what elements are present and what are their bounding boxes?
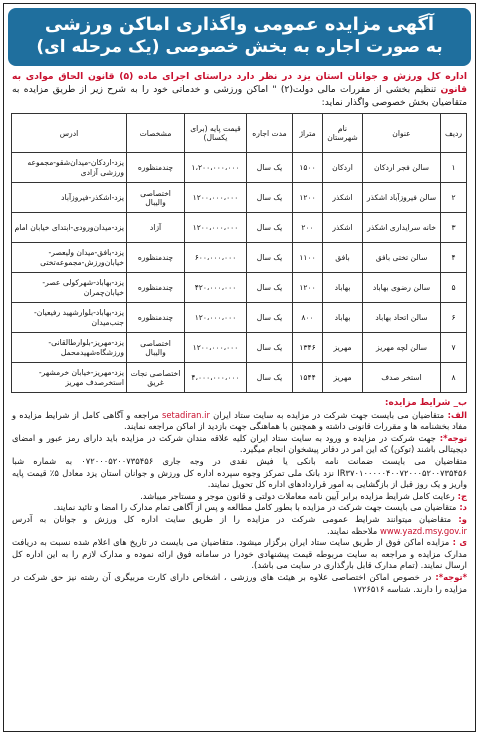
cell-lease-term: یک سال (247, 243, 293, 273)
cell-row-number: ۶ (441, 303, 467, 333)
condition-d (12, 502, 467, 514)
condition-h-text: متقاضیان میتوانند شرایط عمومی شرکت در مزایده را از طریق سایت اداره کل ورزش و جوانان به آدرس (12, 513, 452, 524)
condition-h-rest: ملاحظه نمایند. (326, 525, 380, 536)
cell-area: ۱۵۰۰ (293, 153, 323, 183)
cell-title: سالن رضوی بهاباد (363, 273, 441, 303)
note-1-text: جهت شرکت در مزایده و ورود به سایت ستاد ایران کلیه علاقه مندان شرکت در مزایده باید دارای رمز عبور و امضای دیجیتالی باشند (توکن) که این امر در دفاتر پیشخوان انجام میگیرد. (12, 432, 467, 455)
cell-area: ۱۳۴۶ (293, 333, 323, 363)
cell-specs: اختصاصی والیبال (127, 333, 185, 363)
intro-highlight: اداره کل ورزش و جوانان استان یزد در نظر دارد دراستای اجرای ماده (۵) قانون الحاق موادی به قانون (12, 71, 468, 95)
title-line-2: به صورت اجاره به بخش خصوصی (یک مرحله ای) (36, 37, 443, 57)
cell-row-number: ۸ (441, 363, 467, 393)
cell-specs: چندمنظوره (127, 303, 185, 333)
cell-city: اردکان (323, 153, 363, 183)
setadiran-link[interactable]: setadiran.ir (162, 409, 210, 420)
condition-y-text: مزایده اماکن فوق از طریق سایت ستاد ایران برگزار میشود. متقاضیان می بایست در تاریخ های اعلام شده نسبت به دریافت مدارک مزایده و مراجعه به سایت مربوطه قیمت پیشنهادی خودرا در سامانه فوق ارائه نموده و مدارک لازم را به این اداره کل ارسال نمایند. (تمام مدارک قابل بارگذاری در سایت می باشد). (12, 537, 467, 571)
cell-title: سالن فیروزآباد اشکذر (363, 183, 441, 213)
cell-city: اشکذر (323, 183, 363, 213)
cell-address: یزد-میدان‌ورودی-ابتدای خیابان امام (12, 213, 127, 243)
cell-lease-term: یک سال (247, 333, 293, 363)
venues-table (11, 113, 467, 393)
cell-specs: اختصاصی والیبال (127, 183, 185, 213)
cell-specs: چندمنظوره (127, 243, 185, 273)
condition-j-label: ج: (454, 490, 467, 501)
cell-row-number: ۷ (441, 333, 467, 363)
note-2 (12, 572, 467, 595)
cell-lease-term: یک سال (247, 303, 293, 333)
header-base-price: قیمت پایه (برای یکسال) (185, 114, 247, 153)
table-header-row (12, 114, 467, 153)
cell-base-price: ۱۲۰۰،۰۰۰،۰۰۰ (185, 183, 247, 213)
cell-city: مهریز (323, 363, 363, 393)
table-row (12, 333, 467, 363)
cell-base-price: ۱۲۰،۰۰۰،۰۰۰ (185, 303, 247, 333)
condition-d-label: د: (456, 502, 467, 513)
cell-specs: آزاد (127, 213, 185, 243)
header-title: عنوان (363, 114, 441, 153)
cell-area: ۱۲۰۰ (293, 183, 323, 213)
cell-lease-term: یک سال (247, 213, 293, 243)
cell-city: بهاباد (323, 273, 363, 303)
header-city: نام شهرستان (323, 114, 363, 153)
cell-row-number: ۲ (441, 183, 467, 213)
cell-address: یزد-مهریز-بلوارطالقانی-ورزشگاه‌شهیدمحمل (12, 333, 127, 363)
condition-y (12, 537, 467, 572)
table-row (12, 213, 467, 243)
table-row (12, 273, 467, 303)
cell-specs: اختصاصی نجات غریق (127, 363, 185, 393)
note-1-label: توجه*: (435, 432, 468, 443)
cell-city: بافق (323, 243, 363, 273)
condition-y-label: ی : (449, 537, 467, 548)
cell-specs: چندمنظوره (127, 153, 185, 183)
cell-base-price: ۱،۲۰۰،۰۰۰،۰۰۰ (185, 153, 247, 183)
cell-lease-term: یک سال (247, 183, 293, 213)
condition-a (12, 410, 467, 433)
table-row (12, 303, 467, 333)
notice-page (3, 3, 476, 732)
deposit-paragraph: متقاضیان می بایست ضمانت نامه بانکی یا فیش نقدی در وجه جاری ۰۷۲۰۰۰۵۲۰۰۷۳۵۴۵۶ به شماره شبا IR۳۷۰۱۰۰۰۰۰۴۰۰۷۲۰۰۰۵۲۰۰۷۳۵۴۵۶ نزد بانک ملی تمرکز وجوه سپرده اداره کل ورزش و جوانان استان یزد معادل ۵٪ قیمت پایه واریز و یک روز قبل از بازگشایی به امور قراردادهای اداره کل تحویل نمایند. (12, 455, 468, 490)
cell-base-price: ۴۲۰،۰۰۰،۰۰۰ (185, 273, 247, 303)
header-area: متراژ (293, 114, 323, 153)
cell-row-number: ۳ (441, 213, 467, 243)
header-specs: مشخصات (127, 114, 185, 153)
cell-lease-term: یک سال (247, 363, 293, 393)
cell-address: یزد-بافق-میدان ولیعصر-خیابان‌ورزش-مجموعه‌تختی (12, 243, 127, 273)
table-row (12, 363, 467, 393)
cell-area: ۲۰۰ (293, 213, 323, 243)
cell-lease-term: یک سال (247, 153, 293, 183)
cell-address: یزد-اشکذر-فیروزآباد (12, 183, 127, 213)
table-row (12, 183, 467, 213)
cell-title: سالن تختی بافق (363, 243, 441, 273)
title-banner (8, 8, 471, 66)
cell-row-number: ۱ (441, 153, 467, 183)
table-row (12, 153, 467, 183)
cell-area: ۱۲۰۰ (293, 273, 323, 303)
condition-d-text: متقاضیان می بایست جهت شرکت در مزایده با بطور کامل مطالعه و پس از آگاهی تمام مدارک را امضا و تائید نمایند. (53, 502, 457, 513)
table-row (12, 243, 467, 273)
note-2-label: *توجه*: (431, 571, 467, 582)
cell-title: سالن اتحاد بهاباد (363, 303, 441, 333)
cell-city: مهریز (323, 333, 363, 363)
title-line-1: آگهی مزایده عمومی واگذاری اماکن ورزشی (44, 14, 435, 35)
header-row-number: ردیف (441, 114, 467, 153)
cell-title: استخر صدف (363, 363, 441, 393)
cell-address: یزد-بهاباد-شهرکولی عصر-خیابان‌چمران (12, 273, 127, 303)
condition-a-text: متقاضیان می بایست جهت شرکت در مزایده به سایت ستاد ایران (209, 409, 445, 420)
cell-base-price: ۱۲۰۰،۰۰۰،۰۰۰ (185, 213, 247, 243)
yazd-msy-link[interactable]: www.yazd.msy.gov.ir (379, 525, 467, 536)
cell-address: یزد-بهاباد-بلوارشهید رفیعیان-جنب‌میدان (12, 303, 127, 333)
cell-specs: چندمنظوره (127, 273, 185, 303)
condition-h-label: و: (451, 513, 467, 524)
cell-address: یزد-اردکان-میدان‌شقو-مجموعه ورزشی آزادی (12, 153, 127, 183)
header-address: ادرس (12, 114, 127, 153)
cell-address: یزد-مهریز-خیابان خرمشهر-استخرصدف مهریز (12, 363, 127, 393)
conditions-heading: ب_ شرایط مزایده: (384, 398, 467, 408)
intro-text: تنظیم بخشی از مقررات مالی دولت(۲) " اماکن ورزشی و خدماتی خود را به شرح زیر از طریق مزایده به متقاضیان بخش خصوصی واگذار نماید: (12, 84, 467, 108)
cell-area: ۸۰۰ (293, 303, 323, 333)
cell-base-price: ۱۲۰۰،۰۰۰،۰۰۰ (185, 333, 247, 363)
cell-area: ۱۵۴۴ (293, 363, 323, 393)
cell-row-number: ۵ (441, 273, 467, 303)
cell-title: خانه سرایداری اشکذر (363, 213, 441, 243)
note-1 (12, 433, 467, 456)
condition-j (12, 491, 467, 503)
intro-paragraph (12, 70, 467, 109)
condition-a-rest: مراجعه و آگاهی کامل از شرایط مزایده و مفاد بخشنامه ها و مقررات قانونی داشته و همچنین با هماهنگی جهت بازدید از اماکن مراجعه نمایند. (12, 409, 467, 432)
cell-title: سالن لچه مهریز (363, 333, 441, 363)
cell-city: بهاباد (323, 303, 363, 333)
condition-h (12, 514, 467, 537)
conditions-section (12, 397, 467, 595)
cell-city: اشکذر (323, 213, 363, 243)
condition-a-label: الف: (444, 409, 467, 420)
cell-row-number: ۴ (441, 243, 467, 273)
header-lease-term: مدت اجاره (247, 114, 293, 153)
cell-base-price: ۴،۰۰۰،۰۰۰،۰۰۰ (185, 363, 247, 393)
cell-area: ۱۱۰۰ (293, 243, 323, 273)
condition-j-text: رعایت کامل شرایط مزایده برابر آیین نامه معاملات دولتی و قانون موجر و مستاجر میباشد. (140, 490, 455, 501)
cell-base-price: ۶۰۰،۰۰۰،۰۰۰ (185, 243, 247, 273)
note-2-text: در خصوص اماکن اختصاصی علاوه بر هیئت های ورزشی ، اشخاص دارای کارت مربیگری آن رشته نیز حق شرکت در مزایده را دارند. شناسه ۱۷۲۶۵۱۶ (12, 571, 467, 594)
cell-lease-term: یک سال (247, 273, 293, 303)
cell-title: سالن فجر اردکان (363, 153, 441, 183)
